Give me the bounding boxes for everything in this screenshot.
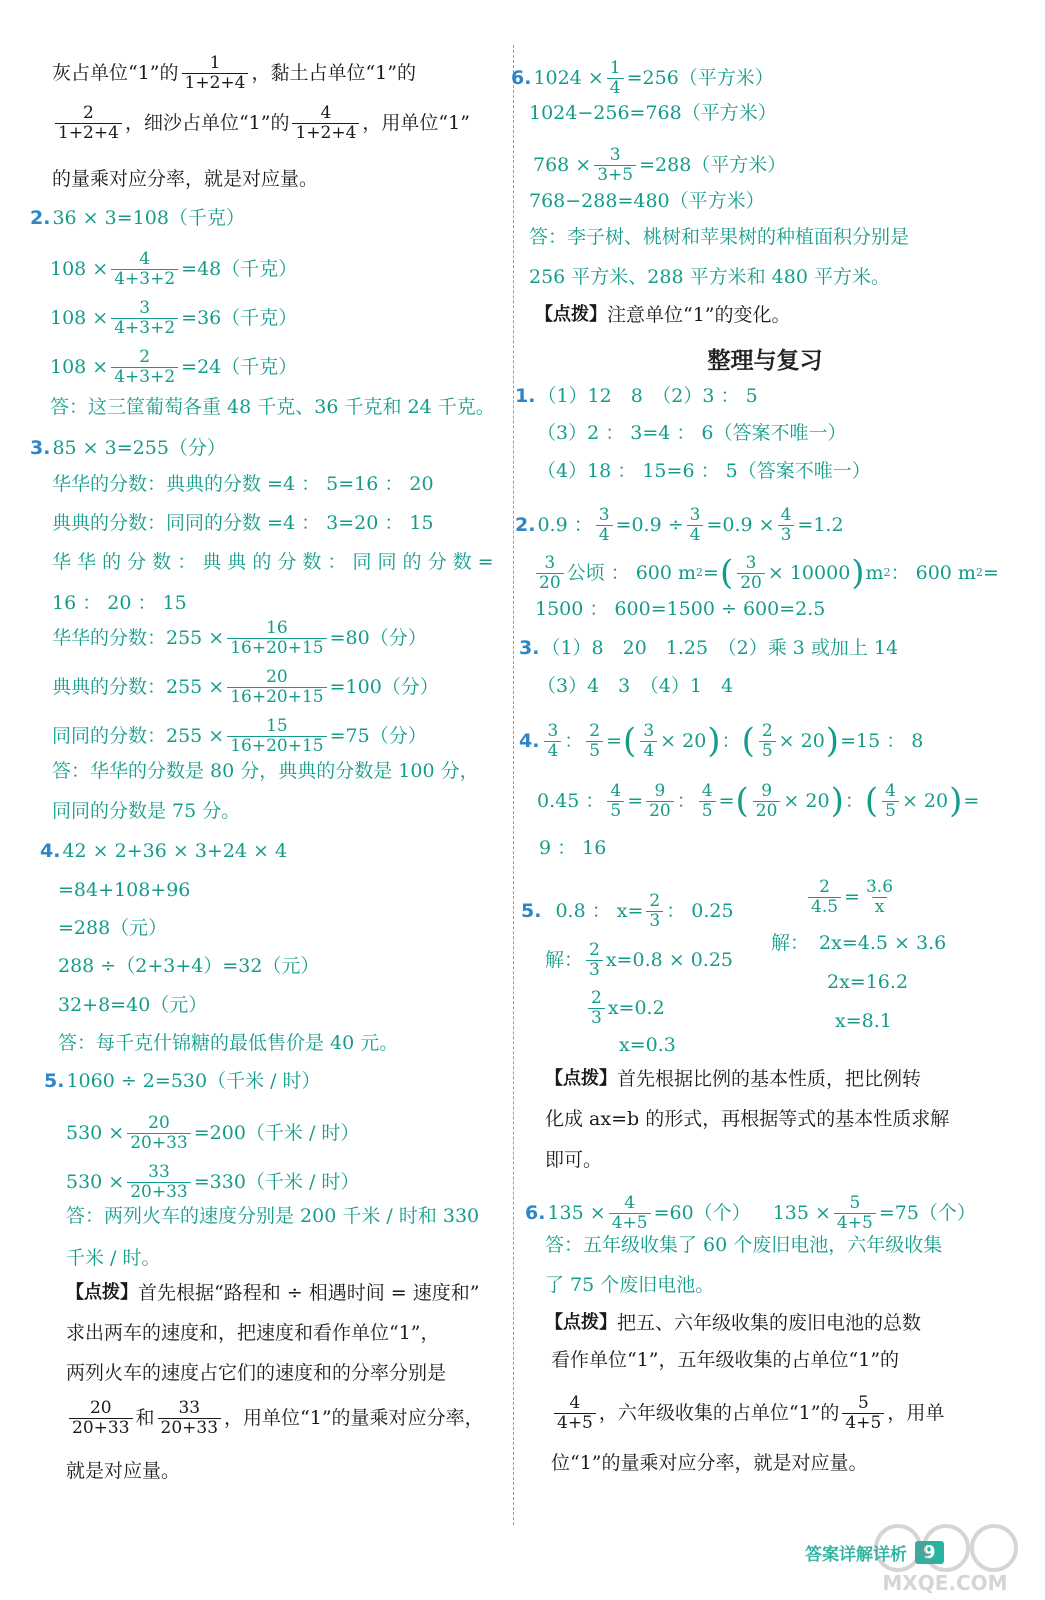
denominator: 4+3+2 xyxy=(111,269,178,289)
fraction xyxy=(863,878,896,917)
fraction xyxy=(753,782,781,821)
page-number: 9 xyxy=(915,1541,944,1564)
q3-answer-1: 答：华华的分数是 80 分，典典的分数是 100 分， xyxy=(52,760,479,782)
q3-line-8 xyxy=(52,715,427,756)
q3-line-3: 典典的分数：同同的分数 =4 ： 3=20 ： 15 xyxy=(52,512,434,534)
paren-open: ( xyxy=(623,721,637,761)
numerator: 9 xyxy=(654,780,666,801)
text: 典典的分数：255 × xyxy=(52,676,225,698)
fraction xyxy=(544,722,561,761)
q4-line-2: =84+108+96 xyxy=(58,879,191,901)
r6-tip-4: 位“1”的量乘对应分率，就是对应量。 xyxy=(551,1452,868,1474)
text: 华华的分数：255 × xyxy=(52,627,225,649)
text: 灰占单位“1”的 xyxy=(52,62,179,84)
text: ，用单 xyxy=(887,1402,945,1424)
text: 108 × xyxy=(50,258,109,280)
denominator: 4+5 xyxy=(842,1413,884,1433)
numerator: 1 xyxy=(209,52,221,73)
r5-tip-2: 化成 ax=b 的形式，再根据等式的基本性质求解 xyxy=(545,1108,950,1130)
question-number: 4. xyxy=(519,730,540,752)
r3-line-1 xyxy=(519,635,898,661)
text: 解： xyxy=(545,949,584,971)
intro-line-1 xyxy=(52,52,416,93)
text: 注意单位“1”的变化。 xyxy=(607,304,791,326)
denominator: 4 xyxy=(640,741,657,761)
text: =48（千克） xyxy=(181,258,298,280)
question-number: 5. xyxy=(521,900,542,922)
fraction xyxy=(586,941,603,980)
q3-line-7 xyxy=(52,666,439,707)
q6-line-3 xyxy=(533,144,787,185)
text: m xyxy=(865,562,884,584)
denominator: 20+33 xyxy=(158,1418,222,1438)
fraction xyxy=(127,1114,191,1153)
denominator: 20 xyxy=(753,801,781,821)
text: × 20 xyxy=(660,730,707,752)
fraction xyxy=(596,506,613,545)
r5-line-2 xyxy=(545,939,733,980)
text: = xyxy=(606,730,623,752)
fraction xyxy=(646,892,663,931)
denominator: 4 xyxy=(687,525,704,545)
q2-answer: 答：这三筐葡萄各重 48 千克、36 千克和 24 千克。 xyxy=(50,396,495,418)
text: ： xyxy=(721,730,741,752)
r5-tip-3: 即可。 xyxy=(545,1149,603,1171)
question-number: 6. xyxy=(525,1202,546,1224)
text: ： 0.25 xyxy=(666,900,734,922)
paren-close: ) xyxy=(707,721,721,761)
fraction xyxy=(882,782,899,821)
numerator: 20 xyxy=(89,1397,112,1418)
numerator: 3 xyxy=(139,297,151,318)
text: 2x=4.5 × 3.6 xyxy=(819,932,947,954)
text: 768 × xyxy=(533,154,592,176)
fraction xyxy=(842,1394,884,1433)
q4-answer: 答：每千克什锦糖的最低售价是 40 元。 xyxy=(58,1032,399,1054)
numerator: 3 xyxy=(689,504,701,525)
text: =75（分） xyxy=(329,725,427,747)
r6-tip-1 xyxy=(545,1310,921,1336)
q5-line-2 xyxy=(66,1112,360,1153)
denominator: 4.5 xyxy=(808,897,841,917)
q3-answer-2: 同同的分数是 75 分。 xyxy=(52,800,241,822)
superscript: 2 xyxy=(883,566,891,579)
text: × 20 xyxy=(783,790,830,812)
question-number: 3. xyxy=(30,437,51,459)
denominator: 1+2+4 xyxy=(55,123,122,143)
text: x=0.2 xyxy=(607,997,665,1019)
q2-line-2 xyxy=(50,248,298,289)
denominator: 3 xyxy=(588,1008,605,1028)
numerator: 16 xyxy=(266,617,288,638)
fraction xyxy=(158,1399,222,1438)
footer-label: 答案详解详析 xyxy=(805,1544,907,1565)
text: =256（平方米） xyxy=(626,67,774,89)
superscript: 2 xyxy=(975,566,983,579)
text: =288（平方米） xyxy=(639,154,787,176)
q5-tip-1 xyxy=(66,1280,479,1306)
fraction xyxy=(737,554,765,593)
watermark-logo xyxy=(858,1520,1033,1595)
text: ： xyxy=(564,730,584,752)
numerator: 4 xyxy=(320,102,332,123)
denominator: 4 xyxy=(607,78,624,98)
text: = xyxy=(718,790,735,812)
r6-answer-2: 了 75 个废旧电池。 xyxy=(545,1274,715,1296)
numerator: 2 xyxy=(649,890,661,911)
q5-tip-3: 两列火车的速度占它们的速度和的分率分别是 xyxy=(66,1362,447,1384)
section-title: 整理与复习 xyxy=(707,348,823,374)
intro-line-2 xyxy=(52,102,470,143)
text: 135 × xyxy=(547,1202,606,1224)
text: ，黏土占单位“1”的 xyxy=(251,62,416,84)
numerator: 4 xyxy=(569,1392,581,1413)
numerator: 15 xyxy=(266,715,288,736)
text: × 10000 xyxy=(767,562,851,584)
denominator: x xyxy=(872,897,888,917)
r2-line-2 xyxy=(533,552,999,593)
text: 公顷 ： 600 m xyxy=(566,562,697,584)
numerator: 3.6 xyxy=(865,876,894,897)
text: ，细沙占单位“1”的 xyxy=(124,112,290,134)
fraction xyxy=(227,668,326,707)
text: 0.8 ： x= xyxy=(555,900,644,922)
fraction xyxy=(607,782,624,821)
fraction xyxy=(640,722,657,761)
numerator: 3 xyxy=(598,504,610,525)
r5b-line-1 xyxy=(805,876,899,917)
r5b-line-4: x=8.1 xyxy=(835,1010,892,1032)
superscript: 2 xyxy=(696,566,704,579)
q5-line-1 xyxy=(44,1068,321,1094)
numerator: 33 xyxy=(178,1397,201,1418)
denominator: 4+5 xyxy=(554,1413,596,1433)
tip-label: 【点拨】 xyxy=(545,1068,617,1089)
denominator: 3+5 xyxy=(594,165,636,185)
text: =1.2 xyxy=(797,514,844,536)
watermark-text: MXQE.COM xyxy=(882,1571,1008,1595)
text: =15 ： 8 xyxy=(840,730,924,752)
denominator: 20+33 xyxy=(127,1182,191,1202)
fraction xyxy=(554,1394,596,1433)
denominator: 5 xyxy=(699,801,716,821)
intro-line-3: 的量乘对应分率，就是对应量。 xyxy=(52,168,319,190)
q5-line-3 xyxy=(66,1161,360,1202)
q5-tip-5: 就是对应量。 xyxy=(66,1460,181,1482)
text: =200（千米 / 时） xyxy=(193,1122,360,1144)
q3-line-1 xyxy=(30,435,226,461)
text: = xyxy=(844,886,860,908)
r4-line-2 xyxy=(537,780,980,821)
text: 0.9 ： xyxy=(537,514,593,536)
text: 530 × xyxy=(66,1122,125,1144)
r4-line-3: 9 ： 16 xyxy=(539,837,607,859)
q4-line-4: 288 ÷（2+3+4）=32（元） xyxy=(58,955,320,977)
question-number: 6. xyxy=(511,67,532,89)
numerator: 2 xyxy=(589,720,601,741)
r4-line-1 xyxy=(519,720,924,761)
denominator: 3 xyxy=(646,911,663,931)
numerator: 3 xyxy=(609,144,621,165)
denominator: 1+2+4 xyxy=(182,73,249,93)
denominator: 16+20+15 xyxy=(227,638,326,658)
text: = xyxy=(982,562,999,584)
text: × 20 xyxy=(778,730,825,752)
column-divider xyxy=(513,45,514,1525)
text: =0.9 ÷ xyxy=(615,514,684,536)
numerator: 5 xyxy=(849,1192,861,1213)
numerator: 33 xyxy=(148,1161,170,1182)
q6-answer-2: 256 平方米、288 平方米和 480 平方米。 xyxy=(529,266,890,288)
fraction xyxy=(646,782,674,821)
fraction xyxy=(127,1163,191,1202)
fraction xyxy=(182,54,249,93)
paren-close: ) xyxy=(851,553,865,593)
fraction xyxy=(111,348,178,387)
q6-line-4: 768−288=480（平方米） xyxy=(529,190,765,212)
fraction xyxy=(834,1194,876,1233)
q2-line-3 xyxy=(50,297,298,338)
q5-tip-2: 求出两车的速度和，把速度和看作单位“1”， xyxy=(66,1322,440,1344)
fraction xyxy=(227,619,326,658)
numerator: 4 xyxy=(701,780,713,801)
fraction xyxy=(227,717,326,756)
numerator: 5 xyxy=(857,1392,869,1413)
r3-line-2: （3）4 3 （4）1 4 xyxy=(537,675,734,697)
r6-answer-1: 答：五年级收集了 60 个废旧电池，六年级收集 xyxy=(545,1234,943,1256)
text: ： 600 m xyxy=(890,562,976,584)
text: 首先根据比例的基本性质，把比例转 xyxy=(617,1068,922,1090)
denominator: 16+20+15 xyxy=(227,736,326,756)
paren-close: ) xyxy=(830,781,844,821)
text: =100（分） xyxy=(329,676,439,698)
numerator: 4 xyxy=(885,780,896,801)
numerator: 4 xyxy=(624,1192,636,1213)
numerator: 3 xyxy=(643,720,655,741)
text: =36（千克） xyxy=(181,307,298,329)
numerator: 4 xyxy=(780,504,792,525)
denominator: 3 xyxy=(586,960,603,980)
numerator: 1 xyxy=(609,57,621,78)
question-number: 2. xyxy=(30,207,51,229)
fraction xyxy=(586,722,603,761)
text: 135 × xyxy=(772,1202,831,1224)
r5-line-1 xyxy=(521,890,734,931)
text: =80（分） xyxy=(329,627,427,649)
text: （1）12 8 （2）3 ： 5 xyxy=(537,385,758,407)
denominator: 16+20+15 xyxy=(227,687,326,707)
fraction xyxy=(778,506,795,545)
text: x=0.8 × 0.25 xyxy=(605,949,733,971)
tip-label: 【点拨】 xyxy=(535,304,607,325)
text: 42 × 2+36 × 3+24 × 4 xyxy=(62,840,288,862)
text: ： xyxy=(676,790,696,812)
numerator: 20 xyxy=(148,1112,170,1133)
r1-line-3: （4）18 ： 15=6 ： 5（答案不唯一） xyxy=(537,460,871,482)
q3-line-4: 华 华 的 分 数 ： 典 典 的 分 数 ： 同 同 的 分 数 = xyxy=(52,551,494,573)
q5-tip-4 xyxy=(66,1397,484,1438)
q2-line-4 xyxy=(50,346,298,387)
numerator: 3 xyxy=(544,552,556,573)
denominator: 4+5 xyxy=(609,1213,651,1233)
numerator: 2 xyxy=(761,720,773,741)
denominator: 5 xyxy=(882,801,899,821)
text: 1024 × xyxy=(533,67,604,89)
numerator: 4 xyxy=(139,248,151,269)
q6-tip xyxy=(535,302,791,328)
text: （1）8 20 1.25 （2）乘 3 或加上 14 xyxy=(541,637,899,659)
fraction xyxy=(808,878,841,917)
q4-line-1 xyxy=(40,838,287,864)
paren-close: ) xyxy=(949,781,963,821)
text: 0.45 ： xyxy=(537,790,605,812)
text: 108 × xyxy=(50,307,109,329)
question-number: 1. xyxy=(515,385,536,407)
q2-line-1 xyxy=(30,205,245,231)
question-number: 3. xyxy=(519,637,540,659)
numerator: 2 xyxy=(589,939,600,960)
text: =75（个） xyxy=(878,1202,976,1224)
denominator: 20 xyxy=(646,801,674,821)
fraction xyxy=(687,506,704,545)
q4-line-5: 32+8=40（元） xyxy=(58,994,208,1016)
paren-open: ( xyxy=(741,721,755,761)
denominator: 4+5 xyxy=(834,1213,876,1233)
r6-tip-3 xyxy=(551,1392,945,1433)
text: 108 × xyxy=(50,356,109,378)
numerator: 3 xyxy=(547,720,559,741)
q3-line-6 xyxy=(52,617,427,658)
r5-tip-1 xyxy=(545,1066,921,1092)
fraction xyxy=(609,1194,651,1233)
r5-line-3 xyxy=(585,987,665,1028)
denominator: 1+2+4 xyxy=(292,123,359,143)
text: 85 × 3=255（分） xyxy=(52,437,226,459)
paren-open: ( xyxy=(864,781,879,821)
text: = xyxy=(703,562,719,584)
paren-close: ) xyxy=(825,721,840,761)
text: =24（千克） xyxy=(181,356,298,378)
fraction xyxy=(588,989,605,1028)
denominator: 20+33 xyxy=(69,1418,133,1438)
text: = xyxy=(627,790,644,812)
numerator: 2 xyxy=(139,346,151,367)
fraction xyxy=(536,554,564,593)
denominator: 5 xyxy=(586,741,603,761)
denominator: 20 xyxy=(737,573,765,593)
q5-answer-1: 答：两列火车的速度分别是 200 千米 / 时和 330 xyxy=(66,1205,480,1227)
numerator: 20 xyxy=(266,666,288,687)
text: 把五、六年级收集的废旧电池的总数 xyxy=(617,1312,922,1334)
denominator: 20 xyxy=(536,573,564,593)
q3-line-2: 华华的分数：典典的分数 =4 ： 5=16 ： 20 xyxy=(52,473,434,495)
text: 首先根据“路程和 ÷ 相遇时间 = 速度和” xyxy=(138,1282,480,1304)
r1-line-1 xyxy=(515,383,758,409)
q5-answer-2: 千米 / 时。 xyxy=(66,1247,161,1269)
fraction xyxy=(69,1399,133,1438)
fraction xyxy=(55,104,122,143)
numerator: 4 xyxy=(610,780,622,801)
r6-tip-2: 看作单位“1”，五年级收集的占单位“1”的 xyxy=(551,1349,900,1371)
r1-line-2: （3）2 ： 3=4 ： 6（答案不唯一） xyxy=(537,422,847,444)
denominator: 20+33 xyxy=(127,1133,191,1153)
paren-open: ( xyxy=(735,781,749,821)
denominator: 4+3+2 xyxy=(111,367,178,387)
text: ，用单位“1” xyxy=(362,112,470,134)
numerator: 3 xyxy=(745,552,757,573)
tip-label: 【点拨】 xyxy=(66,1282,138,1303)
denominator: 5 xyxy=(759,741,776,761)
text: 36 × 3=108（千克） xyxy=(52,207,245,229)
numerator: 2 xyxy=(819,876,830,897)
text: =0.9 × xyxy=(706,514,775,536)
r5-line-4: x=0.3 xyxy=(619,1034,676,1056)
r5b-line-2 xyxy=(771,930,946,956)
text: 530 × xyxy=(66,1171,125,1193)
fraction xyxy=(607,59,624,98)
paren-open: ( xyxy=(719,553,734,593)
fraction xyxy=(759,722,776,761)
question-number: 4. xyxy=(40,840,61,862)
fraction xyxy=(594,146,636,185)
q6-answer-1: 答：李子树、桃树和苹果树的种植面积分别是 xyxy=(529,226,910,248)
text: =330（千米 / 时） xyxy=(193,1171,360,1193)
fraction xyxy=(111,299,178,338)
question-number: 2. xyxy=(515,514,536,536)
q3-line-5: 16 ： 20 ： 15 xyxy=(52,592,187,614)
r2-line-1 xyxy=(515,504,844,545)
text: 和 xyxy=(135,1407,155,1429)
r5b-line-3: 2x=16.2 xyxy=(827,971,909,993)
fraction xyxy=(292,104,359,143)
text: 解： xyxy=(771,932,810,954)
text: ，用单位“1”的量乘对应分率， xyxy=(224,1407,484,1429)
numerator: 9 xyxy=(761,780,773,801)
text: = xyxy=(963,790,980,812)
text: × 20 xyxy=(901,790,949,812)
text: ，六年级收集的占单位“1”的 xyxy=(598,1402,840,1424)
q6-line-2: 1024−256=768（平方米） xyxy=(529,102,777,124)
fraction xyxy=(111,250,178,289)
r6-line-1 xyxy=(525,1192,976,1233)
question-number: 5. xyxy=(44,1070,65,1092)
denominator: 5 xyxy=(607,801,624,821)
fraction xyxy=(699,782,716,821)
q6-line-1 xyxy=(511,57,774,98)
text: 1060 ÷ 2=530（千米 / 时） xyxy=(66,1070,321,1092)
denominator: 4 xyxy=(544,741,561,761)
tip-label: 【点拨】 xyxy=(545,1312,617,1333)
denominator: 4 xyxy=(596,525,613,545)
text: 同同的分数：255 × xyxy=(52,725,225,747)
numerator: 2 xyxy=(83,102,94,123)
numerator: 2 xyxy=(591,987,602,1008)
text: ： xyxy=(844,790,864,812)
text: =60（个） xyxy=(653,1202,751,1224)
denominator: 3 xyxy=(778,525,795,545)
q4-line-3: =288（元） xyxy=(58,917,168,939)
denominator: 4+3+2 xyxy=(111,318,178,338)
r2-line-3: 1500 ： 600=1500 ÷ 600=2.5 xyxy=(535,598,826,620)
